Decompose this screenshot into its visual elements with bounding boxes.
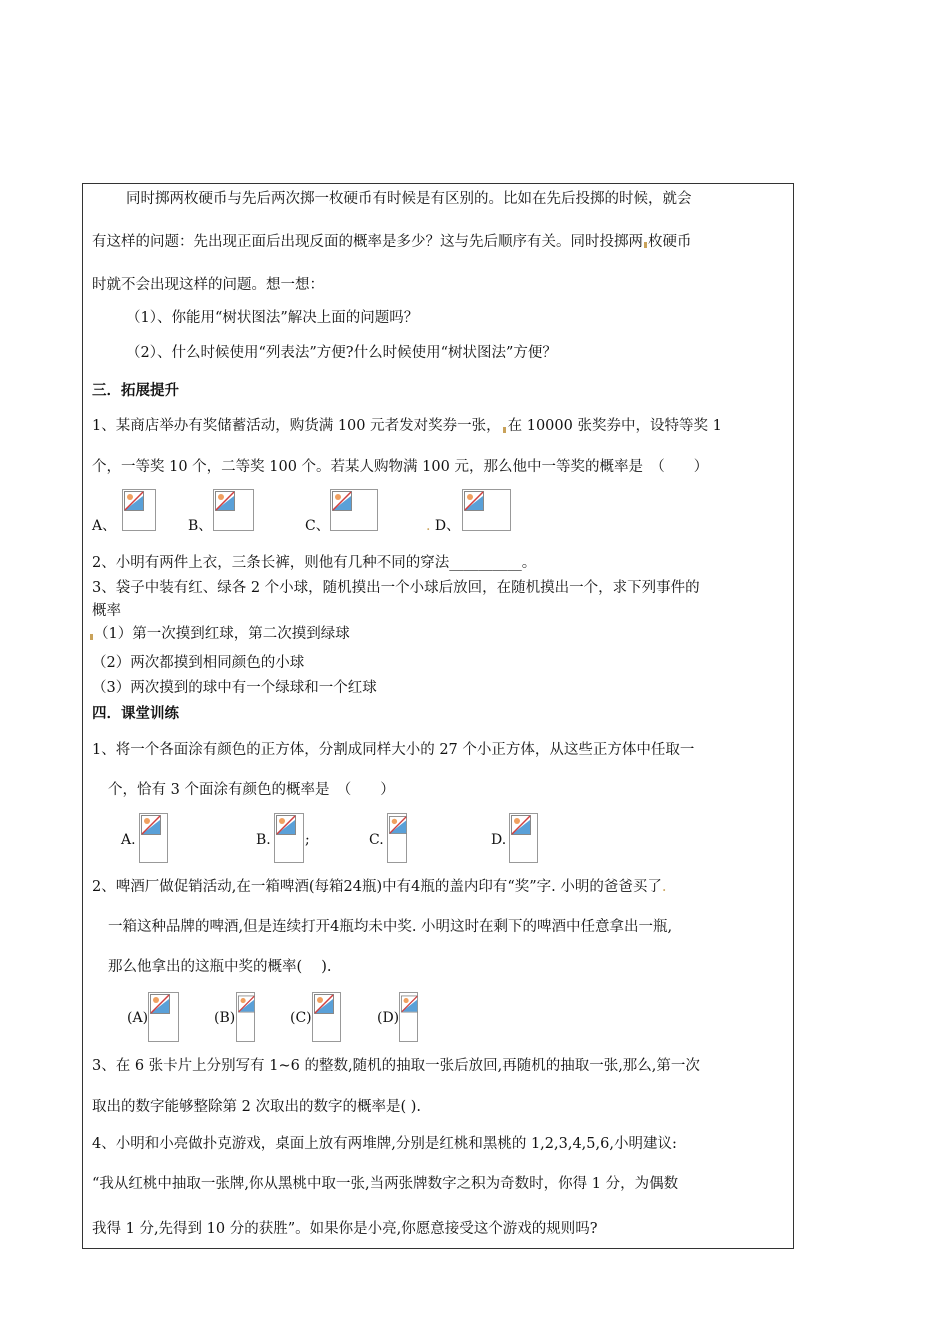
broken-image-icon	[215, 491, 235, 511]
anchor-mark	[644, 242, 647, 248]
s4-p2-option-d: (D)	[377, 1010, 400, 1026]
s3-option-c: C、	[305, 518, 330, 534]
broken-image-icon	[238, 994, 255, 1014]
broken-image-icon	[389, 815, 407, 835]
broken-image-icon	[276, 815, 296, 835]
s4-problem-4-line-3: 我得 1 分,先得到 10 分的获胜”。如果你是小亮,你愿意接受这个游戏的规则吗?	[92, 1221, 598, 1237]
s3-problem-1-line-1b: 在 10000 张奖券中，设特等奖 1	[507, 418, 722, 434]
formula-image	[122, 489, 156, 531]
s4-problem-3-line-2: 取出的数字能够整除第 2 次取出的数字的概率是( ).	[92, 1099, 421, 1115]
s4-problem-4-line-2: “我从红桃中抽取一张牌,你从黑桃中取一张,当两张牌数字之积为奇数时，你得 1 分，为偶数	[92, 1176, 679, 1192]
intro-line-2	[92, 233, 692, 251]
broken-image-icon	[401, 994, 418, 1014]
s3-problem-3-sub-1: （1）第一次摸到红球，第二次摸到绿球	[94, 626, 350, 642]
s3-option-d	[426, 518, 460, 534]
s3-problem-2: 2、小明有两件上衣，三条长裤，则他有几种不同的穿法__________。	[92, 555, 537, 571]
anchor-dot: .	[661, 879, 667, 895]
content-frame	[82, 183, 794, 1249]
s3-problem-3-sub-2: （2）两次都摸到相同颜色的小球	[92, 655, 305, 671]
broken-image-icon	[314, 994, 334, 1014]
s3-problem-1-line-1a: 1、某商店举办有奖储蓄活动，购货满 100 元者发对奖券一张，	[92, 418, 501, 434]
broken-image-icon	[150, 994, 170, 1014]
section-4-heading: 四．课堂训练	[92, 706, 179, 722]
s3-option-a: A、	[92, 518, 117, 534]
broken-image-icon	[464, 491, 484, 511]
intro-line-2b: 枚硬币	[648, 234, 692, 250]
anchor-mark	[503, 427, 506, 433]
anchor-dot: .	[426, 518, 431, 534]
s4-option-b: B.	[256, 832, 271, 848]
s3-option-d-label: D、	[434, 518, 461, 534]
broken-image-icon	[124, 491, 144, 511]
formula-image	[509, 813, 538, 863]
s4-problem-1-line-1: 1、将一个各面涂有颜色的正方体，分割成同样大小的 27 个小正方体，从这些正方体中任取一	[92, 742, 695, 758]
s4-option-c: C.	[369, 832, 384, 848]
s4-option-b-semicolon: ;	[305, 832, 310, 848]
s3-option-b: B、	[188, 518, 213, 534]
formula-image	[387, 813, 407, 863]
s3-problem-3-line-1: 3、袋子中装有红、绿各 2 个小球，随机摸出一个小球后放回，在随机摸出一个，求下列事件的	[92, 580, 700, 596]
intro-question-2: （2）、什么时候使用“列表法”方便?什么时候使用“树状图法”方便？	[126, 345, 557, 361]
s4-problem-4-line-1: 4、小明和小亮做扑克游戏，桌面上放有两堆牌,分别是红桃和黑桃的 1,2,3,4,5,6,小明建议:	[92, 1136, 677, 1152]
intro-question-1: （1）、你能用“树状图法”解决上面的问题吗？	[126, 310, 419, 326]
broken-image-icon	[332, 491, 352, 511]
s3-problem-3-line-2: 概率	[92, 603, 121, 619]
s4-p2-option-c: (C)	[290, 1010, 312, 1026]
s4-option-d: D.	[491, 832, 507, 848]
s4-problem-2-line-3: 那么他拿出的这瓶中奖的概率( ).	[108, 959, 332, 975]
formula-image	[274, 813, 304, 863]
s4-problem-2-line-1	[92, 878, 666, 896]
s3-problem-1-line-1	[92, 417, 722, 435]
formula-image	[462, 489, 511, 531]
s4-problem-2-line-2: 一箱这种品牌的啤酒,但是连续打开4瓶均未中奖. 小明这时在剩下的啤酒中任意拿出一瓶,	[108, 919, 673, 935]
formula-image	[213, 489, 254, 531]
s4-p2-option-a: (A)	[127, 1010, 149, 1026]
s4-problem-1-line-2: 个，恰有 3 个面涂有颜色的概率是 （ ）	[108, 782, 395, 798]
s4-problem-3-line-1: 3、在 6 张卡片上分别写有 1~6 的整数,随机的抽取一张后放回,再随机的抽取一张,那么,第一次	[92, 1058, 700, 1074]
s4-option-a: A.	[121, 832, 136, 848]
s3-problem-3-sub-3: （3）两次摸到的球中有一个绿球和一个红球	[92, 680, 377, 696]
formula-image	[236, 992, 255, 1042]
s4-problem-2-line-1-text: 2、啤酒厂做促销活动,在一箱啤酒(每箱24瓶)中有4瓶的盖内印有“奖”字. 小明的爸爸买了	[92, 879, 662, 895]
intro-line-2a: 有这样的问题：先出现正面后出现反面的概率是多少？这与先后顺序有关。同时投掷两	[92, 234, 643, 250]
anchor-mark	[90, 634, 93, 640]
section-3-heading: 三．拓展提升	[92, 383, 179, 399]
formula-image	[399, 992, 418, 1042]
broken-image-icon	[141, 815, 161, 835]
intro-line-3: 时就不会出现这样的问题。想一想：	[92, 277, 324, 293]
intro-line-1: 同时掷两枚硬币与先后两次掷一枚硬币有时候是有区别的。比如在先后投掷的时候，就会	[126, 191, 692, 207]
formula-image	[312, 992, 341, 1042]
s4-p2-option-b: (B)	[214, 1010, 236, 1026]
broken-image-icon	[511, 815, 531, 835]
formula-image	[330, 489, 378, 531]
s3-problem-1-line-2: 个，一等奖 10 个，二等奖 100 个。若某人购物满 100 元，那么他中一等奖的概率是 （ ）	[92, 459, 709, 475]
formula-image	[148, 992, 179, 1042]
formula-image	[139, 813, 168, 863]
